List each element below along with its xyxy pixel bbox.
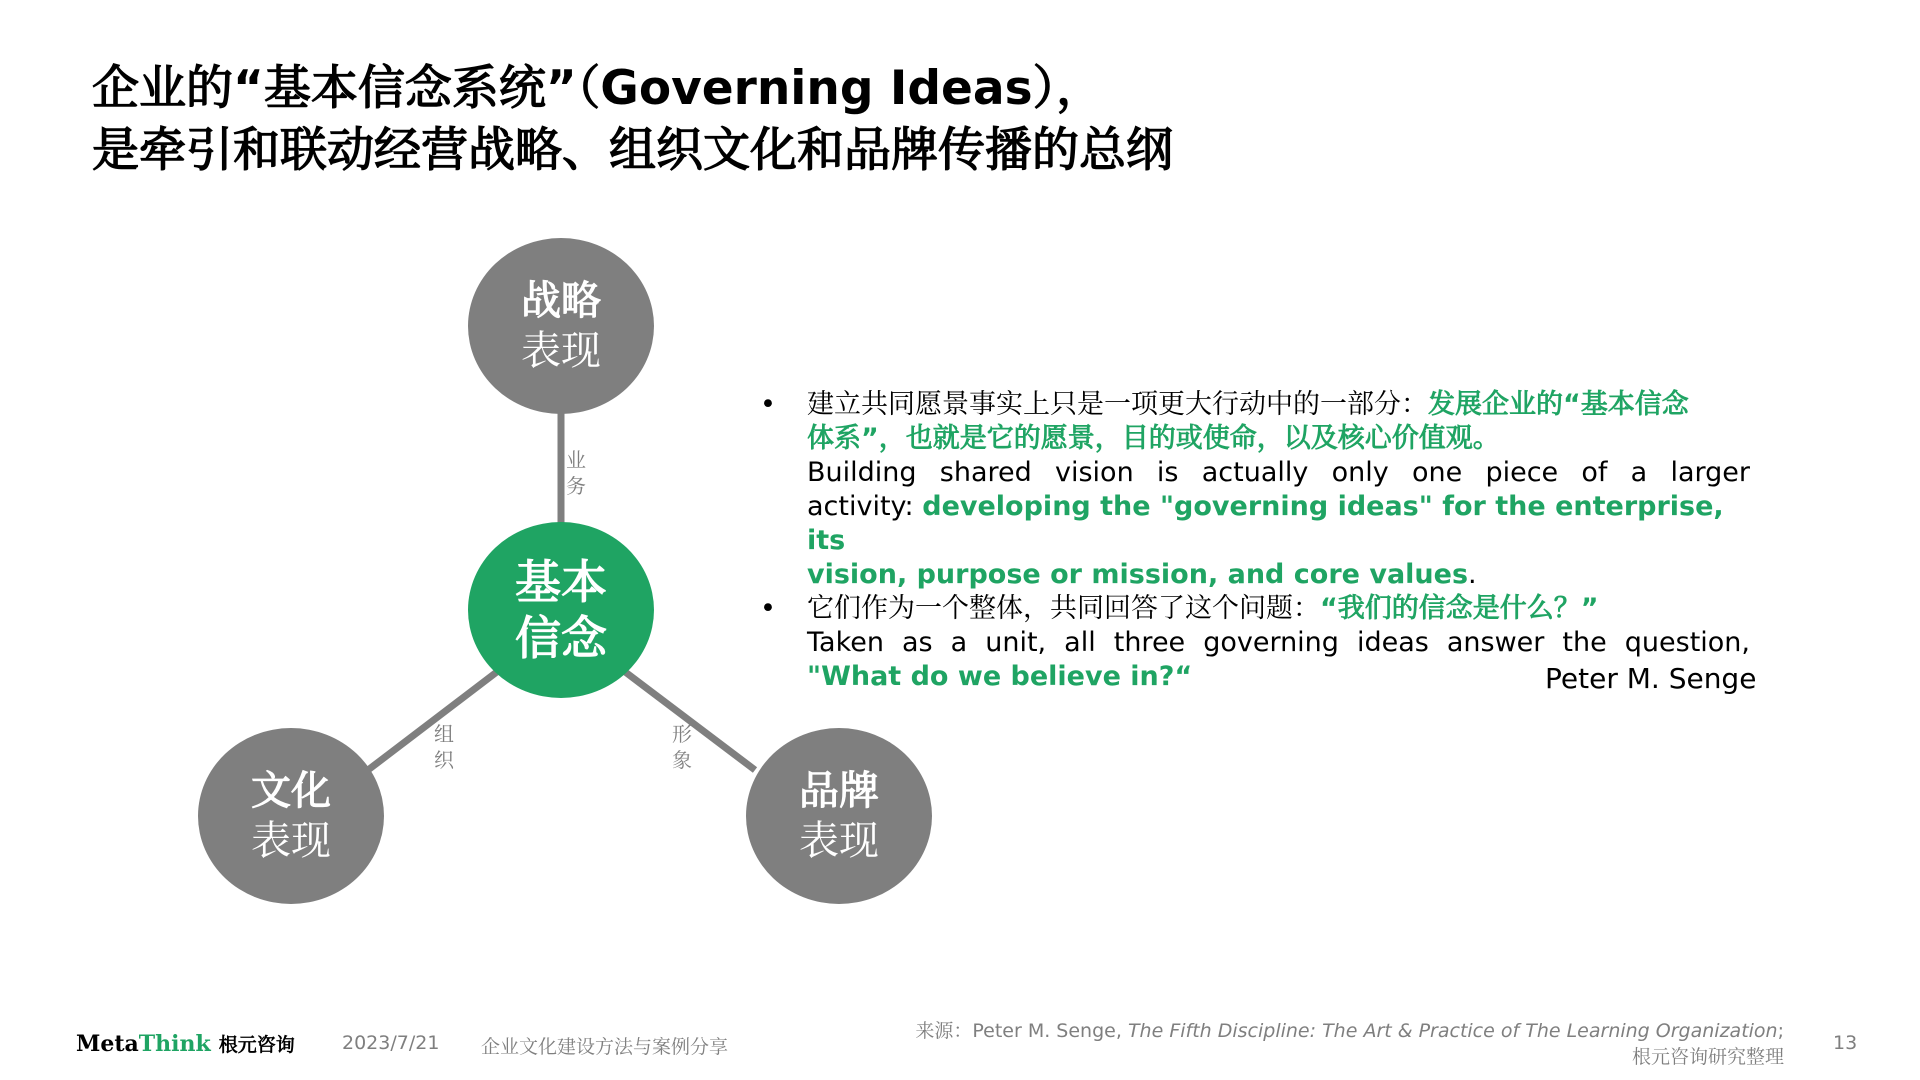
source-line-1 — [915, 1018, 1784, 1044]
edge-label-organization-2: 织 — [434, 748, 454, 772]
node-strategy — [468, 238, 654, 414]
source-title: The Fifth Discipline: The Art & Practice of The Learning Organization — [1127, 1020, 1778, 1042]
bullet-1-en-end: . — [1468, 559, 1477, 590]
quote-author: Peter M. Senge — [1545, 662, 1757, 695]
node-strategy-line1: 战略 — [521, 278, 601, 324]
title-line-2: 是牵引和联动经营战略、组织文化和品牌传播的总纲 — [92, 123, 1173, 178]
edge-label-image-2: 象 — [672, 748, 692, 772]
edge-label-organization — [432, 721, 456, 773]
node-core-beliefs — [468, 522, 654, 698]
bullet-1-cn-green-1: 发展企业的“基本信念 — [1428, 389, 1689, 420]
page-number: 13 — [1833, 1032, 1858, 1054]
source-suffix: ; — [1777, 1020, 1784, 1042]
edge-label-business — [564, 447, 588, 499]
bullet-2-cn-plain: 它们作为一个整体，共同回答了这个问题： — [807, 593, 1320, 624]
edge-label-organization-1: 组 — [434, 722, 454, 746]
bullet-1-en-line2 — [807, 490, 1750, 558]
edge-label-image — [670, 721, 694, 773]
node-core-line2: 信念 — [515, 611, 607, 665]
logo-meta: Meta — [76, 1031, 139, 1057]
node-culture-line2: 表现 — [251, 818, 331, 864]
source-citation — [915, 1018, 1784, 1070]
title-line-1: 企业的“基本信念系统”（Governing Ideas）， — [92, 61, 1104, 116]
bullet-1-cn — [807, 388, 1750, 422]
bullet-1-cn-green-2: 体系”，也就是它的愿景，目的或使命，以及核心价值观。 — [807, 423, 1500, 454]
bullet-1-cn-plain: 建立共同愿景事实上只是一项更大行动中的一部分： — [807, 389, 1428, 420]
bullet-2-cn-green: “我们的信念是什么？” — [1320, 593, 1599, 624]
node-brand — [746, 728, 932, 904]
node-core-line1: 基本 — [515, 555, 607, 609]
footer-topic: 企业文化建设方法与案例分享 — [481, 1036, 729, 1058]
bullet-2-en-green: "What do we believe in?“ — [807, 661, 1193, 692]
bullet-1-en-line1: Building shared vision is actually only one piece of a larger — [807, 457, 1750, 488]
node-brand-line2: 表现 — [799, 818, 879, 864]
bullet-1-en-green-1: developing the "governing ideas" for the enterprise, its — [807, 491, 1724, 556]
node-culture — [198, 728, 384, 904]
node-brand-line1: 品牌 — [799, 768, 879, 814]
node-strategy-line2: 表现 — [521, 328, 601, 374]
bullet-item-1 — [760, 388, 1750, 592]
edge-label-business-1: 业 — [566, 448, 586, 472]
quote-text — [760, 388, 1750, 694]
bullet-1-en-green-2: vision, purpose or mission, and core values — [807, 559, 1469, 590]
logo-cn: 根元咨询 — [218, 1034, 295, 1056]
bullet-1-en-plain: activity: — [807, 491, 923, 522]
source-line-2: 根元咨询研究整理 — [1631, 1046, 1784, 1068]
edge-label-business-2: 务 — [566, 474, 586, 498]
bullet-2-cn — [807, 592, 1750, 626]
footer-date: 2023/7/21 — [342, 1032, 440, 1054]
source-prefix: 来源：Peter M. Senge, — [915, 1020, 1128, 1042]
bullet-marker: • — [760, 593, 776, 624]
bullet-1-en-line3 — [807, 558, 1750, 592]
bullet-marker: • — [760, 389, 776, 420]
company-logo — [76, 1030, 295, 1057]
bullet-2-en-line1: Taken as a unit, all three governing ideas answer the question, — [807, 627, 1750, 658]
node-culture-line1: 文化 — [251, 768, 331, 814]
edge-label-image-1: 形 — [672, 722, 692, 746]
logo-think: Think — [138, 1031, 211, 1057]
